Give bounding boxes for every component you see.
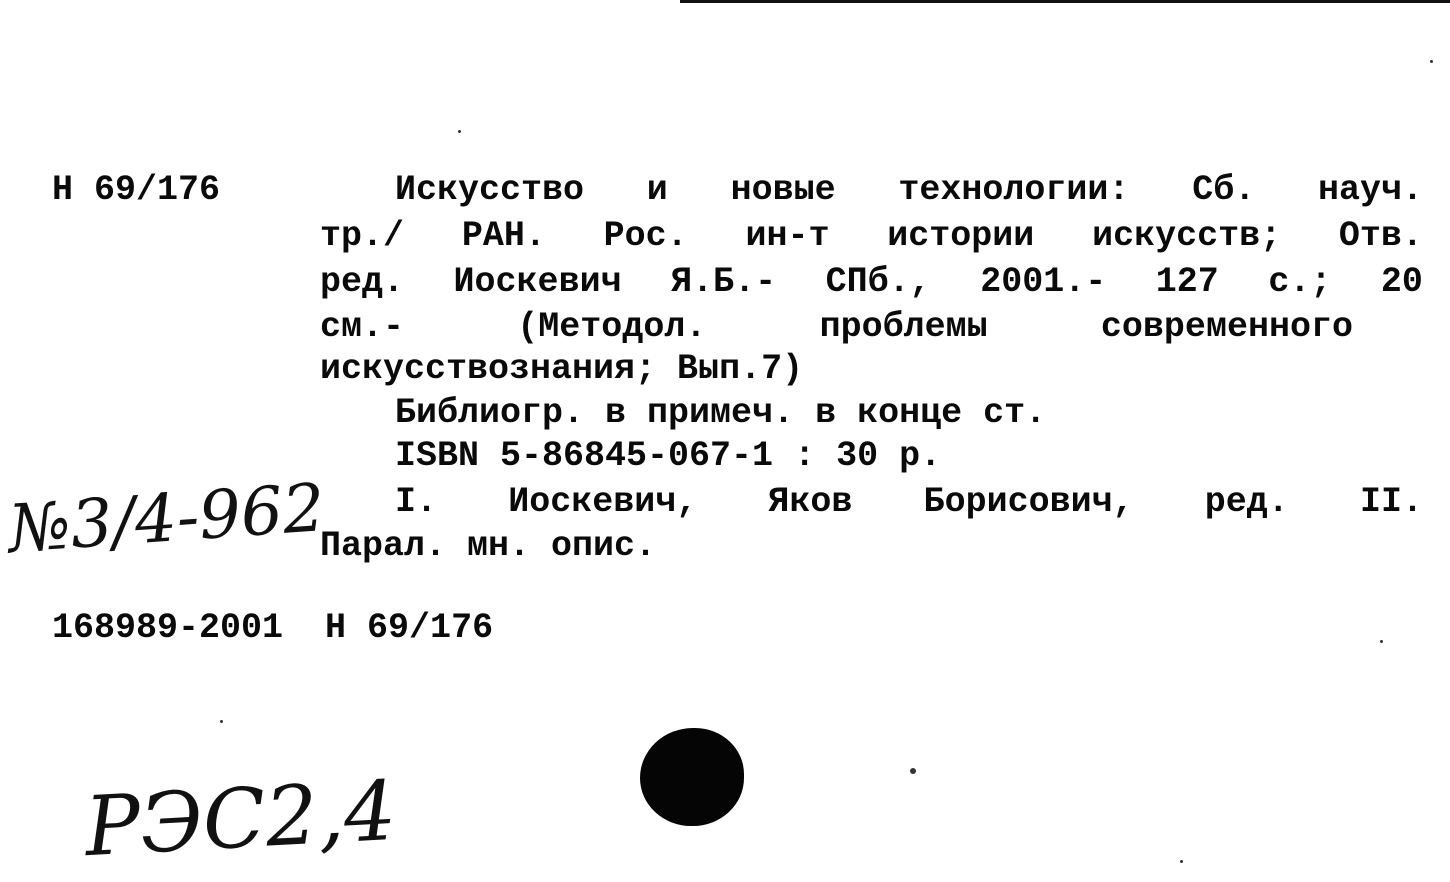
bibliography-note: Библиогр. в примеч. в конце ст.: [395, 393, 1047, 433]
description-line-5: искусствознания; Вып.7): [320, 349, 804, 389]
description-word: (Методол.: [517, 307, 707, 347]
ink-speck: [910, 768, 916, 774]
description-word: Я.Б.-: [671, 262, 777, 302]
description-line-2: [320, 214, 1423, 258]
description-word: СПб.,: [825, 262, 931, 302]
description-word: истории: [887, 216, 1035, 256]
description-word: 20: [1380, 262, 1423, 302]
inventory-number: 168989-2001 Н 69/176: [52, 608, 494, 648]
parallel-description-note: Парал. мн. опис.: [320, 526, 657, 566]
added-entry-word: I.: [395, 482, 438, 522]
description-line-3: [320, 260, 1423, 304]
added-entry-word: Борисович,: [923, 482, 1134, 522]
ink-speck: [458, 130, 461, 133]
ink-speck: [1180, 860, 1183, 863]
added-entry-word: Яков: [768, 482, 853, 522]
description-word: ред.: [320, 262, 405, 302]
added-entry-word: ред.: [1204, 482, 1289, 522]
ink-speck: [1380, 640, 1383, 643]
added-entry-word: II.: [1359, 482, 1423, 522]
description-word: Иоскевич: [453, 262, 622, 302]
description-word: Рос.: [603, 216, 688, 256]
handwritten-margin-note: №3/4-962: [5, 469, 328, 568]
isbn-price-line: ISBN 5-86845-067-1 : 30 р.: [395, 436, 942, 476]
description-line-4: [320, 305, 1353, 349]
description-word: см.-: [320, 307, 405, 347]
description-word: науч.: [1317, 170, 1423, 210]
description-word: и: [646, 170, 668, 210]
description-word: ин-т: [745, 216, 830, 256]
description-word: РАН.: [461, 216, 546, 256]
description-word: искусств;: [1092, 216, 1282, 256]
description-word: проблемы: [819, 307, 988, 347]
description-line-1: [395, 168, 1423, 212]
description-word: с.;: [1268, 262, 1332, 302]
handwritten-class-code: РЭС2,4: [82, 763, 399, 876]
description-word: технологии:: [898, 170, 1130, 210]
ink-speck: [1430, 60, 1433, 63]
ink-blot: [640, 728, 744, 826]
description-word: Отв.: [1338, 216, 1423, 256]
description-word: 127: [1155, 262, 1219, 302]
description-word: Сб.: [1192, 170, 1256, 210]
added-entries-line: [395, 480, 1423, 524]
shelf-mark: Н 69/176: [52, 170, 221, 210]
description-word: тр./: [320, 216, 405, 256]
card-top-edge: [680, 0, 1450, 3]
description-word: современного: [1100, 307, 1353, 347]
added-entry-word: Иоскевич,: [508, 482, 698, 522]
description-word: новые: [730, 170, 836, 210]
description-word: Искусство: [395, 170, 585, 210]
description-word: 2001.-: [980, 262, 1107, 302]
ink-speck: [220, 720, 223, 723]
